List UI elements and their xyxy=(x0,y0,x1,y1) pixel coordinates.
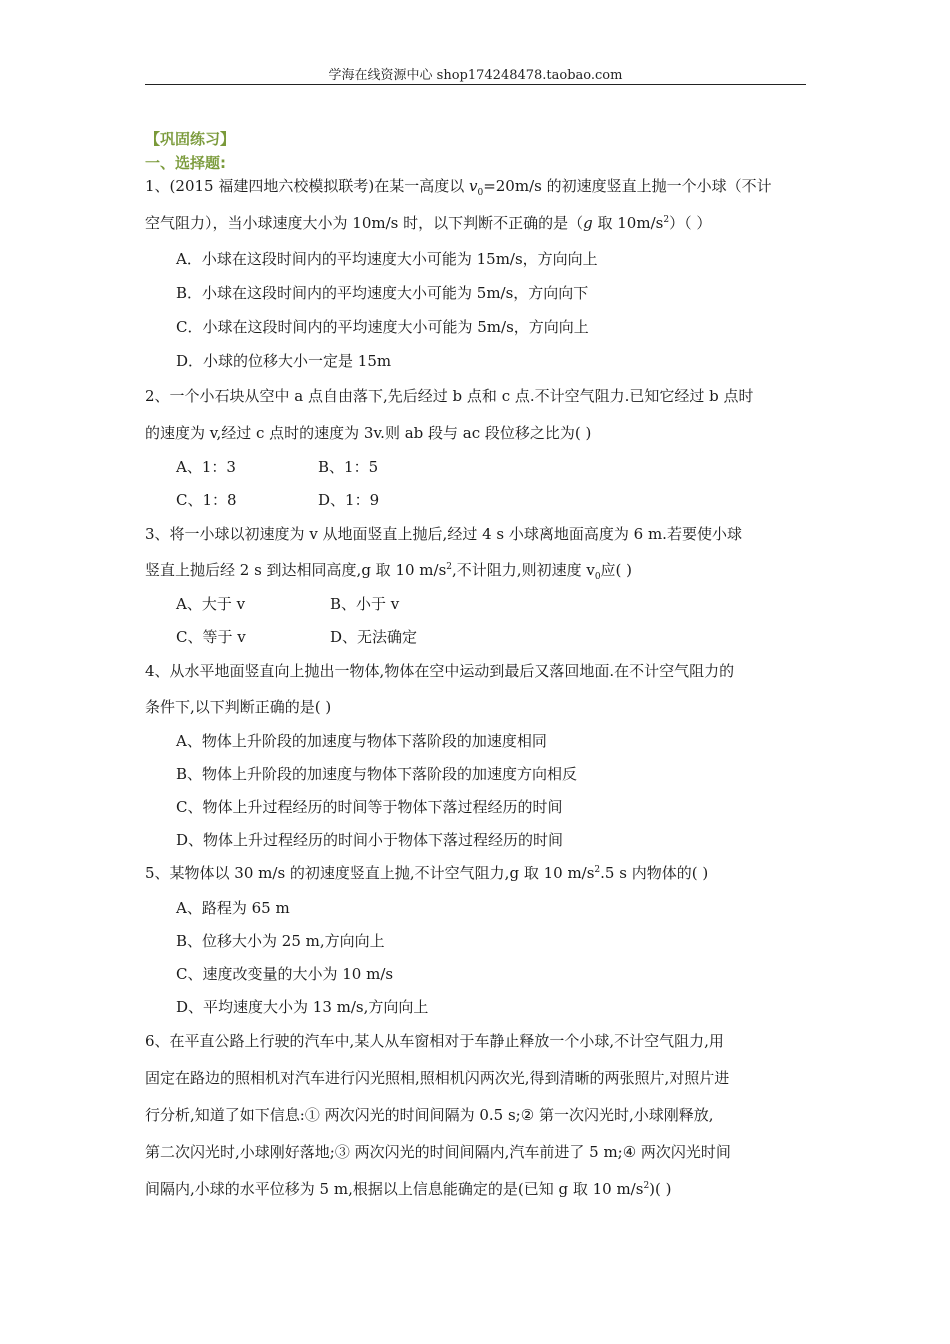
q1-g-symbol: g xyxy=(583,214,593,232)
q2-option-d: D、1：9 xyxy=(318,491,380,509)
q6-line3: 行分析,知道了如下信息:① 两次闪光的时间间隔为 0.5 s;② 第一次闪光时,小球刚释放, xyxy=(145,1106,714,1124)
header-rule xyxy=(145,84,806,85)
q6-line5 xyxy=(145,1178,672,1199)
q5-option-d: D、平均速度大小为 13 m/s,方向向上 xyxy=(176,998,429,1016)
q1-option-a: A．小球在这段时间内的平均速度大小可能为 15m/s，方向向上 xyxy=(176,250,598,268)
q1-option-b: B．小球在这段时间内的平均速度大小可能为 5m/s，方向向下 xyxy=(176,284,589,302)
q4-option-a: A、物体上升阶段的加速度与物体下落阶段的加速度相同 xyxy=(176,732,547,750)
q5-line1 xyxy=(145,862,708,883)
q1-line1-post: =20m/s 的初速度竖直上抛一个小球（不计 xyxy=(483,177,772,195)
q3-option-c: C、等于 v xyxy=(176,628,246,646)
q4-option-c: C、物体上升过程经历的时间等于物体下落过程经历的时间 xyxy=(176,798,563,816)
q2-line2: 的速度为 v,经过 c 点时的速度为 3v.则 ab 段与 ac 段位移之比为( ) xyxy=(145,424,592,442)
q3-superscript: 2 xyxy=(446,562,453,572)
q3-subscript: 0 xyxy=(594,572,601,582)
q6-superscript: 2 xyxy=(643,1181,650,1191)
q6-line5-pre: 间隔内,小球的水平位移为 5 m,根据以上信息能确定的是(已知 g 取 10 m/s xyxy=(145,1180,644,1198)
q1-option-d: D．小球的位移大小一定是 15m xyxy=(176,352,392,370)
q6-line1: 6、在平直公路上行驶的汽车中,某人从车窗相对于车静止释放一个小球,不计空气阻力,用 xyxy=(145,1032,724,1050)
q3-option-b: B、小于 v xyxy=(330,595,400,613)
q3-option-d: D、无法确定 xyxy=(330,628,418,646)
q3-line2-pre: 竖直上抛后经 2 s 到达相同高度,g 取 10 m/s xyxy=(145,561,447,579)
q1-line2-mid: 取 10m/s xyxy=(592,214,664,232)
q1-line2-pre: 空气阻力），当小球速度大小为 10m/s 时，以下判断不正确的是（ xyxy=(145,214,584,232)
q5-option-a: A、路程为 65 m xyxy=(176,899,290,917)
q1-line2-post: ）（ ） xyxy=(669,214,712,232)
q5-line1-post: .5 s 内物体的( ) xyxy=(600,864,709,882)
page-header: 学海在线资源中心 shop174248478.taobao.com xyxy=(328,68,623,83)
q1-v-symbol: v xyxy=(468,177,478,195)
q6-line5-post: )( ) xyxy=(649,1180,672,1198)
q1-option-c: C．小球在这段时间内的平均速度大小可能为 5m/s，方向向上 xyxy=(176,318,589,336)
q4-option-b: B、物体上升阶段的加速度与物体下落阶段的加速度方向相反 xyxy=(176,765,578,783)
q5-line1-pre: 5、某物体以 30 m/s 的初速度竖直上抛,不计空气阻力,g 取 10 m/s xyxy=(145,864,595,882)
q5-superscript: 2 xyxy=(594,865,601,875)
q1-line1 xyxy=(145,175,772,198)
q5-option-b: B、位移大小为 25 m,方向向上 xyxy=(176,932,385,950)
q6-line2: 固定在路边的照相机对汽车进行闪光照相,照相机闪两次光,得到清晰的两张照片,对照片进 xyxy=(145,1069,730,1087)
q6-line4: 第二次闪光时,小球刚好落地;③ 两次闪光的时间间隔内,汽车前进了 5 m;④ 两次闪光时间 xyxy=(145,1143,731,1161)
q3-option-a: A、大于 v xyxy=(176,595,246,613)
section-bracket-title: 【巩固练习】 xyxy=(145,130,236,148)
q4-line2: 条件下,以下判断正确的是( ) xyxy=(145,698,332,716)
q2-line1: 2、一个小石块从空中 a 点自由落下,先后经过 b 点和 c 点.不计空气阻力.已知它经过 b 点时 xyxy=(145,387,754,405)
q2-option-a: A、1：3 xyxy=(176,458,236,476)
q3-line1: 3、将一小球以初速度为 v 从地面竖直上抛后,经过 4 s 小球离地面高度为 6 m.若要使小球 xyxy=(145,525,742,543)
q2-option-c: C、1：8 xyxy=(176,491,237,509)
q1-line1-pre: 1、(2015 福建四地六校模拟联考)在某一高度以 xyxy=(145,177,469,195)
q1-v-subscript: 0 xyxy=(477,188,484,198)
q4-option-d: D、物体上升过程经历的时间小于物体下落过程经历的时间 xyxy=(176,831,564,849)
q5-option-c: C、速度改变量的大小为 10 m/s xyxy=(176,965,394,983)
q3-line2 xyxy=(145,559,632,582)
q3-line2-post: 应( ) xyxy=(600,561,633,579)
q1-line2 xyxy=(145,212,711,233)
section-part-title: 一、选择题: xyxy=(145,154,226,172)
q3-line2-mid: ,不计阻力,则初速度 v xyxy=(452,561,595,579)
q1-superscript: 2 xyxy=(663,215,670,225)
q4-line1: 4、从水平地面竖直向上抛出一物体,物体在空中运动到最后又落回地面.在不计空气阻力的 xyxy=(145,662,735,680)
q2-option-b: B、1：5 xyxy=(318,458,379,476)
